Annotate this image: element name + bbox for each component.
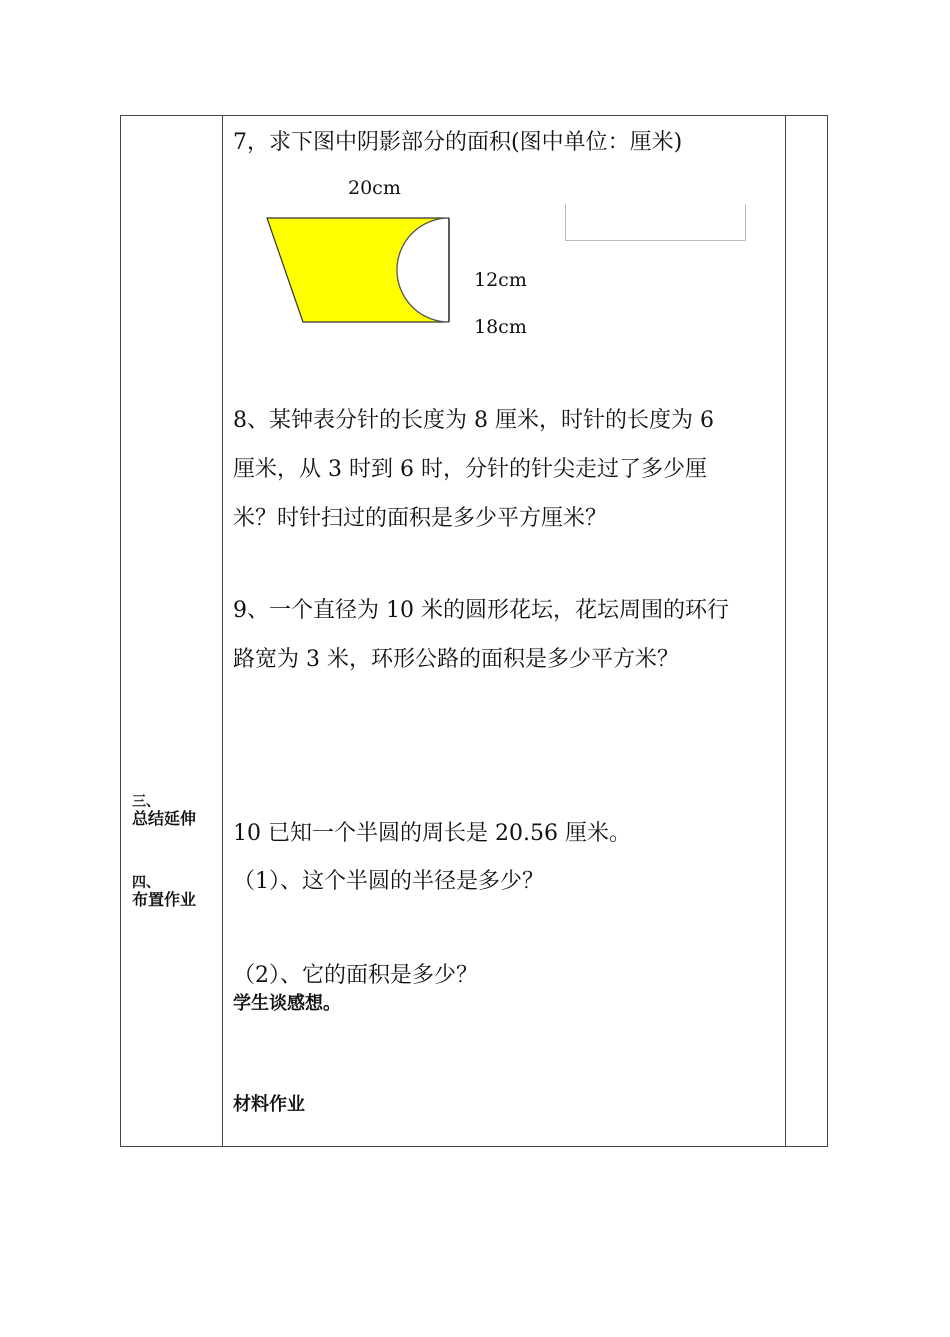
section-summary-number: 三、 bbox=[132, 794, 160, 810]
section-homework-label: 布置作业 bbox=[132, 890, 197, 909]
empty-box bbox=[565, 204, 746, 241]
q7-label-semicircle: 12cm bbox=[474, 269, 527, 291]
q9-text bbox=[233, 586, 781, 684]
q7-trapezoid-figure bbox=[260, 210, 460, 335]
q10-title: 10 已知一个半圆的周长是 20.56 厘米。 bbox=[233, 821, 631, 846]
section-summary-heading bbox=[132, 795, 196, 828]
homework-text: 材料作业 bbox=[233, 1094, 305, 1115]
q10-part-1: （1）、这个半圆的半径是多少？ bbox=[233, 869, 544, 894]
q8-line-2: 厘米，从 3 时到 6 时，分针的针尖走过了多少厘 bbox=[233, 457, 707, 482]
q7-title: 7，求下图中阴影部分的面积(图中单位：厘米) bbox=[233, 130, 683, 155]
q8-line-1: 8、某钟表分针的长度为 8 厘米，时针的长度为 6 bbox=[233, 408, 714, 433]
section-homework-heading bbox=[132, 876, 196, 909]
q10-part-2: （2）、它的面积是多少？ bbox=[233, 963, 478, 988]
q7-label-top-length: 20cm bbox=[348, 177, 401, 199]
q9-line-2: 路宽为 3 米，环形公路的面积是多少平方米？ bbox=[233, 647, 679, 672]
section-summary-label: 总结延伸 bbox=[132, 809, 197, 828]
column-divider-right bbox=[785, 115, 786, 1147]
summary-text: 学生谈感想。 bbox=[233, 993, 341, 1014]
section-homework-number: 四、 bbox=[132, 875, 160, 891]
q8-text bbox=[233, 396, 781, 543]
q9-line-1: 9、一个直径为 10 米的圆形花坛，花坛周围的环行 bbox=[233, 598, 729, 623]
q7-label-side: 18cm bbox=[474, 316, 527, 338]
q8-line-3: 米？时针扫过的面积是多少平方厘米？ bbox=[233, 506, 608, 531]
column-divider-left bbox=[222, 115, 223, 1147]
